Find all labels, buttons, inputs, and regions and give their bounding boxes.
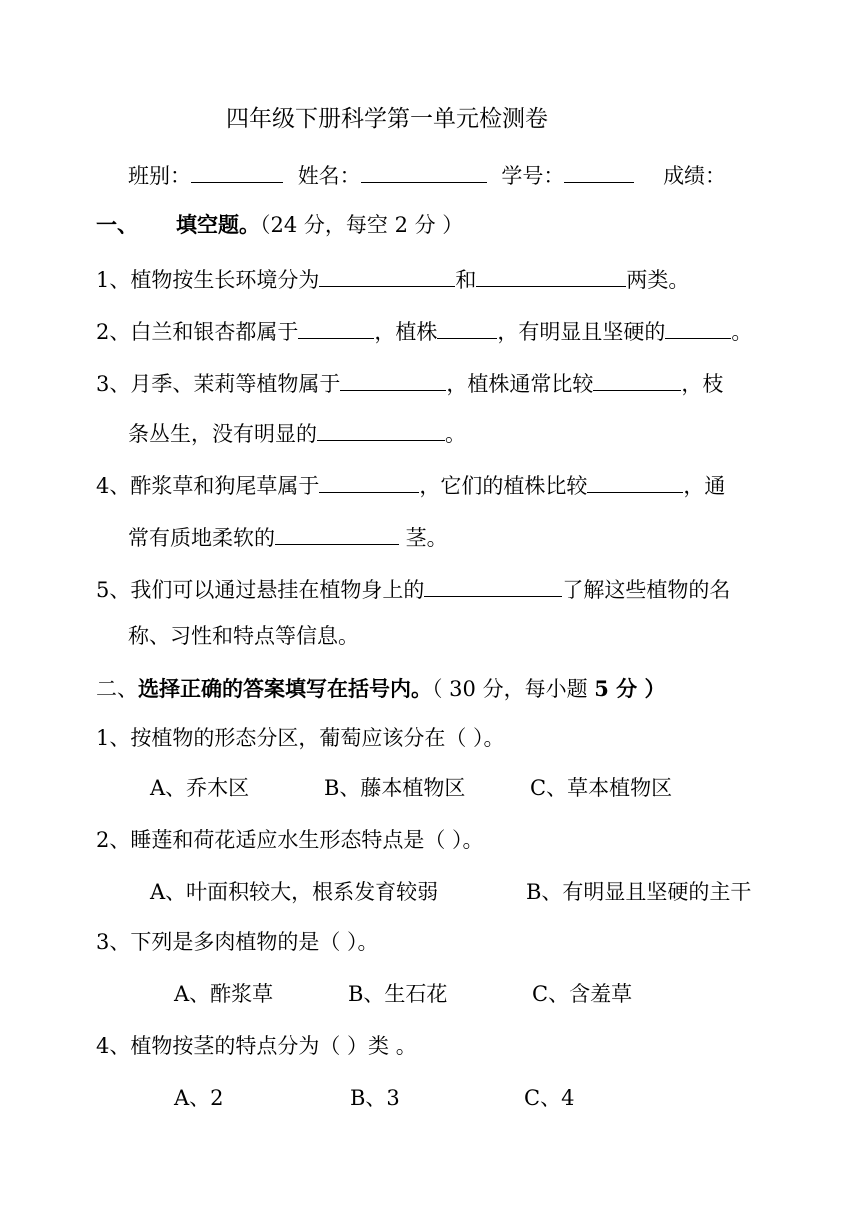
class-label: 班别：: [128, 164, 191, 188]
q1-blank-1[interactable]: [319, 266, 455, 287]
q4-blank-2[interactable]: [587, 472, 683, 493]
section2-note-a: （ 30 分，每小题: [432, 677, 595, 701]
q3-blank-2[interactable]: [593, 370, 681, 391]
section2-title: 选择正确的答案填写在括号内。: [138, 676, 432, 701]
section2-header: [96, 678, 665, 700]
q5-blank-1[interactable]: [424, 576, 562, 597]
q4-text-c: ，通: [683, 474, 726, 498]
student-id-label: 学号：: [501, 164, 565, 188]
student-id-blank[interactable]: [564, 162, 634, 183]
fill-question-3: [96, 370, 723, 395]
name-label: 姓名：: [297, 164, 361, 188]
q1-blank-2[interactable]: [476, 266, 626, 287]
q4-text-e: 茎。: [399, 526, 448, 550]
section1-note: （24 分，每空 2 分 ）: [260, 213, 464, 237]
choice-q4-option-a[interactable]: A、2: [174, 1086, 224, 1110]
q3-text-a: 3、月季、茉莉等植物属于: [96, 372, 341, 396]
q3-text-c: ，枝: [681, 372, 724, 396]
section2-number: 二、: [96, 677, 138, 701]
fill-question-4-cont: [128, 524, 448, 549]
q4-text-b: ，它们的植株比较: [419, 474, 588, 498]
q1-text-b: 和: [455, 268, 477, 292]
section1-number: 一、: [96, 212, 138, 237]
q2-blank-1[interactable]: [298, 318, 374, 339]
page-title: 四年级下册科学第一单元检测卷: [226, 106, 548, 132]
q1-text-c: 两类。: [626, 268, 690, 292]
student-info-row: [128, 162, 726, 187]
choice-question-1: 1、按植物的形态分区，葡萄应该分在（ ）。: [96, 726, 505, 750]
q2-text-a: 2、白兰和银杏都属于: [96, 320, 299, 344]
choice-q3-option-a[interactable]: A、酢浆草: [174, 982, 274, 1006]
section2-note-b: 5 分 ）: [594, 676, 666, 701]
choice-q1-option-a[interactable]: A、乔木区: [150, 776, 250, 800]
choice-q1-option-b[interactable]: B、藤本植物区: [324, 776, 466, 800]
choice-question-4: 4、植物按茎的特点分为（ ）类 。: [96, 1034, 417, 1058]
choice-q4-option-c[interactable]: C、4: [524, 1086, 575, 1110]
q4-blank-1[interactable]: [319, 472, 419, 493]
fill-question-2: [96, 318, 752, 343]
fill-question-5: [96, 576, 730, 601]
q5-text-a: 5、我们可以通过悬挂在植物身上的: [96, 578, 425, 602]
q2-text-b: ，植株: [374, 320, 438, 344]
choice-q2-option-a[interactable]: A、叶面积较大，根系发育较弱: [150, 880, 439, 904]
section1-header: [96, 214, 463, 236]
q3-text-d: 条丛生，没有明显的: [128, 422, 317, 446]
choice-q1-option-c[interactable]: C、草本植物区: [530, 776, 673, 800]
choice-question-3: 3、下列是多肉植物的是（ ）。: [96, 930, 379, 954]
fill-question-3-cont: [128, 420, 466, 445]
section1-title: 填空题。: [176, 212, 260, 237]
q2-blank-2[interactable]: [437, 318, 497, 339]
q1-text-a: 1、植物按生长环境分为: [96, 268, 320, 292]
q2-blank-3[interactable]: [665, 318, 731, 339]
fill-question-1: [96, 266, 689, 291]
name-blank[interactable]: [361, 162, 487, 183]
q3-text-e: 。: [445, 422, 466, 446]
choice-q3-option-c[interactable]: C、含羞草: [532, 982, 633, 1006]
choice-q2-option-b[interactable]: B、有明显且坚硬的主干: [526, 880, 752, 904]
q3-blank-3[interactable]: [317, 420, 445, 441]
fill-question-4: [96, 472, 725, 497]
q4-text-a: 4、酢浆草和狗尾草属于: [96, 474, 320, 498]
q4-text-d: 常有质地柔软的: [128, 526, 275, 550]
q3-blank-1[interactable]: [340, 370, 446, 391]
choice-q4-option-b[interactable]: B、3: [350, 1086, 400, 1110]
score-label: 成绩：: [663, 164, 727, 188]
q2-text-d: 。: [731, 320, 753, 344]
q5-text-b: 了解这些植物的名: [562, 578, 731, 602]
choice-question-2: 2、睡莲和荷花适应水生形态特点是（ ）。: [96, 828, 484, 852]
q5-text-c: 称、习性和特点等信息。: [128, 624, 359, 648]
choice-q3-option-b[interactable]: B、生石花: [348, 982, 448, 1006]
class-blank[interactable]: [191, 162, 283, 183]
q4-blank-3[interactable]: [275, 524, 399, 545]
q3-text-b: ，植株通常比较: [446, 372, 594, 396]
q2-text-c: ，有明显且坚硬的: [497, 320, 666, 344]
fill-question-5-cont: [128, 626, 359, 647]
